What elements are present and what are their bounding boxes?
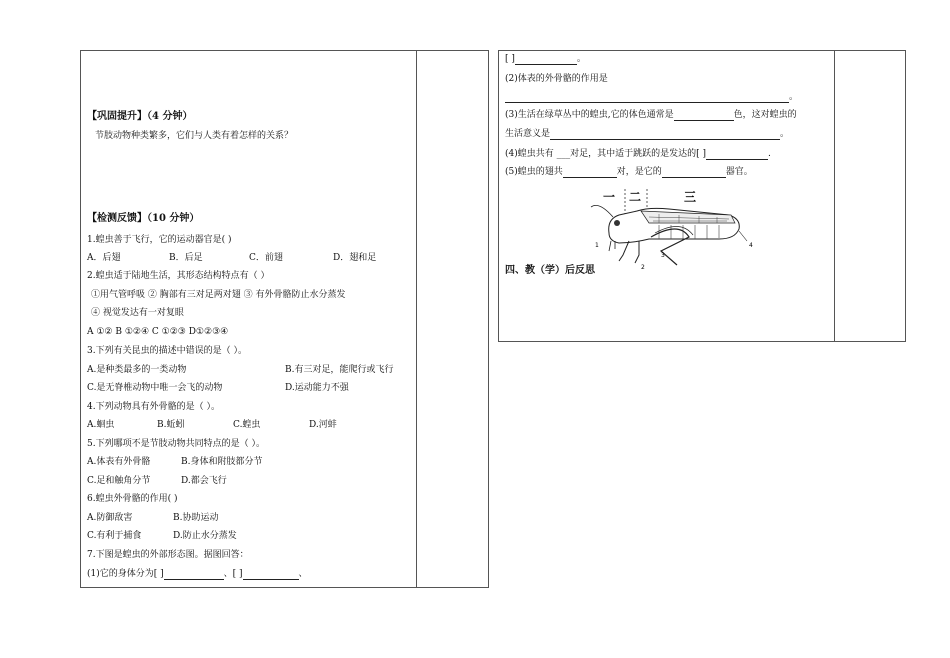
figure-label-head: 一	[603, 190, 616, 204]
q5-option-b: B.身体和附肢都分节	[181, 457, 263, 467]
figure-label-2: 2	[641, 264, 645, 271]
q4-option-b: B.蚯蚓	[157, 420, 185, 430]
q3-option-a: A.是种类最多的一类动物	[87, 365, 187, 375]
q7-text: 7.下图是蝗虫的外部形态图。据图回答：	[87, 550, 249, 560]
q3-option-b: B.有三对足，能爬行或飞行	[285, 365, 394, 375]
left-table	[80, 50, 489, 588]
q7-sub1-mid: 、[ ]	[223, 569, 243, 579]
q7-sub2: (2)体表的外骨骼的作用是	[505, 74, 608, 84]
q7-sub5-end: 器官。	[725, 167, 753, 177]
reflection-heading: 四、教（学）后反思	[505, 265, 595, 276]
q7-sub5-mid: 对，是它的	[616, 167, 662, 177]
consolidate-heading: 【巩固提升】（4 分钟）	[87, 111, 193, 122]
q7-sub1	[87, 568, 308, 580]
period: 。	[780, 129, 790, 139]
q7-sub3-line2	[505, 128, 789, 140]
q5-option-c: C.足和触角分节	[87, 476, 151, 486]
q6-option-a: A.防御敌害	[87, 513, 133, 523]
q2-statements-2: ④ 视觉发达有一对复眼	[91, 308, 184, 318]
answer-blank[interactable]	[662, 167, 726, 178]
q1-option-c: C．前翅	[249, 253, 283, 263]
figure-label-abdomen: 三	[684, 190, 697, 204]
q1-option-d: D．翅和足	[333, 253, 377, 263]
q1-option-a: A．后翅	[87, 253, 121, 263]
answer-blank[interactable]	[674, 110, 734, 121]
answer-blank[interactable]	[515, 54, 577, 65]
q5-option-d: D.都会飞行	[181, 476, 227, 486]
q5-text: 5.下列哪项不是节肢动物共同特点的是（ ）。	[87, 439, 265, 449]
test-heading: 【检测反馈】（10 分钟）	[87, 213, 200, 224]
q1-text: 1.蝗虫善于飞行，它的运动器官是( )	[87, 235, 232, 245]
answer-blank[interactable]	[563, 167, 617, 178]
q2-text: 2.蝗虫适于陆地生活，其形态结构特点有（ ）	[87, 271, 270, 281]
figure-label-4: 4	[749, 242, 753, 249]
q4-text: 4.下列动物具有外骨骼的是（ ）。	[87, 402, 220, 412]
q6-text: 6.蝗虫外骨骼的作用( )	[87, 494, 178, 504]
q3-option-d: D.运动能力不强	[285, 383, 349, 393]
figure-label-1: 1	[595, 242, 599, 249]
q7-sub3-suffix: 色，这对蝗虫的	[733, 110, 797, 120]
q1-option-b: B．后足	[169, 253, 203, 263]
q4-option-c: C.蝗虫	[233, 420, 261, 430]
q7-sub5	[505, 166, 753, 178]
q7-sub1-prefix: (1)它的身体分为[ ]	[87, 569, 164, 579]
period: 。	[789, 92, 799, 102]
right-table	[498, 50, 906, 342]
grasshopper-figure	[589, 181, 759, 277]
right-table-divider	[834, 51, 835, 341]
q7-sub1-cont	[505, 53, 586, 65]
q7-sub1-end: 、	[298, 569, 308, 579]
answer-blank[interactable]	[550, 129, 780, 140]
bracket: [ ]	[505, 54, 515, 64]
answer-blank[interactable]	[706, 149, 768, 160]
answer-blank[interactable]	[164, 569, 224, 580]
q7-sub3-prefix: (3)生活在绿草丛中的蝗虫,它的体色通常是	[505, 110, 674, 120]
q6-option-d: D.防止水分蒸发	[173, 531, 237, 541]
q2-statements-1: ①用气管呼吸 ② 胸部有三对足两对翅 ③ 有外骨骼防止水分蒸发	[91, 290, 346, 300]
q7-sub3-meaning: 生活意义是	[505, 129, 551, 139]
period: .	[768, 149, 771, 159]
q6-option-b: B.协助运动	[173, 513, 219, 523]
answer-blank[interactable]	[505, 92, 789, 103]
figure-label-3: 3	[661, 252, 665, 259]
q4-option-d: D.河蚌	[309, 420, 337, 430]
q6-option-c: C.有利于捕食	[87, 531, 142, 541]
period: 。	[576, 54, 586, 64]
q2-options: A ①② B ①②④ C ①②③ D①②③④	[87, 327, 229, 337]
q7-sub4	[505, 148, 771, 160]
q7-sub4-prefix: (4)蝗虫共有 ___对足，其中适于跳跃的是发达的[ ]	[505, 149, 706, 159]
q7-sub2-blank	[505, 91, 798, 103]
left-table-divider	[416, 51, 417, 587]
q3-option-c: C.是无脊椎动物中唯一会飞的动物	[87, 383, 223, 393]
q3-text: 3.下列有关昆虫的描述中错误的是（ ）。	[87, 346, 247, 356]
consolidate-question: 节肢动物种类繁多，它们与人类有着怎样的关系？	[95, 131, 294, 141]
q7-sub5-prefix: (5)蝗虫的翅共	[505, 167, 563, 177]
q5-option-a: A.体表有外骨骼	[87, 457, 151, 467]
q4-option-a: A.蛔虫	[87, 420, 115, 430]
figure-label-thorax: 二	[629, 190, 642, 204]
answer-blank[interactable]	[243, 569, 299, 580]
q7-sub3	[505, 109, 797, 121]
